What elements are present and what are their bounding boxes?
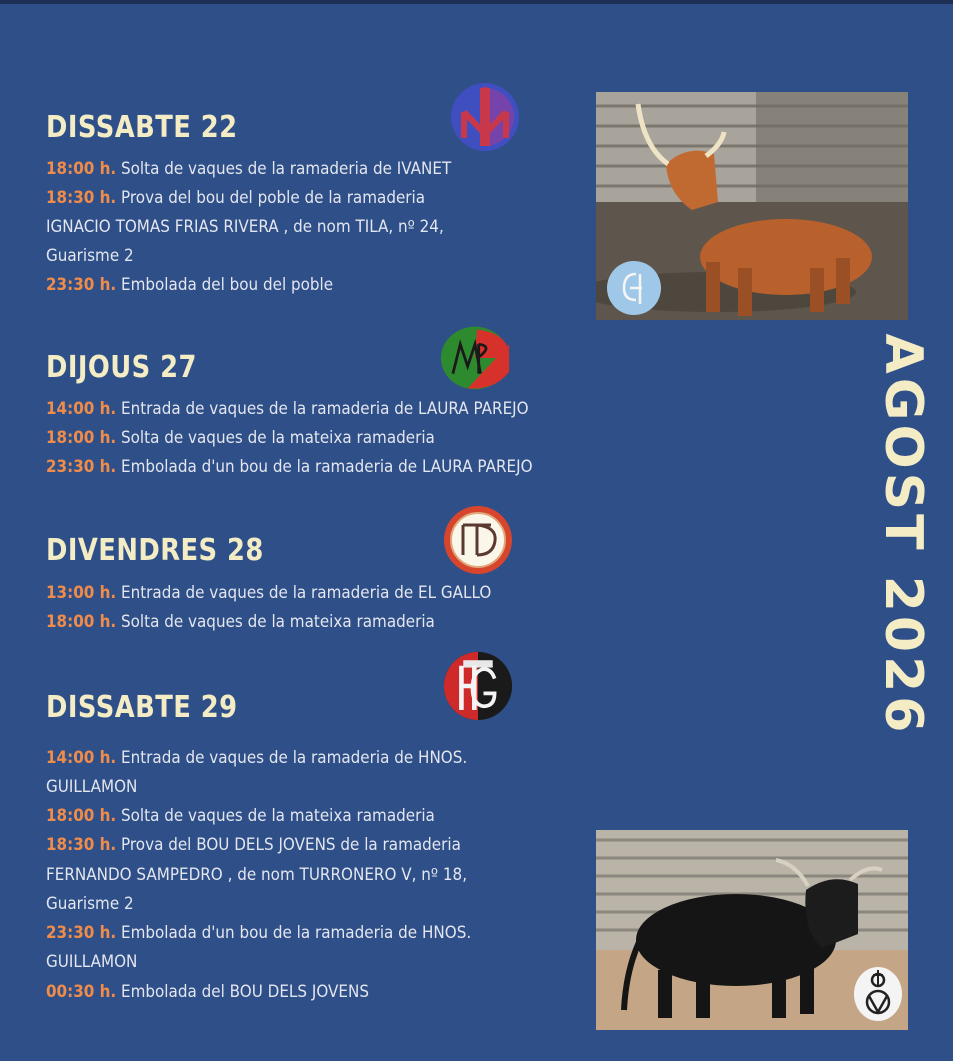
- day-title-dissabte-22: DISSABTE 22: [46, 110, 238, 145]
- month-year-banner: [868, 333, 938, 737]
- schedule-line: [46, 212, 444, 241]
- time-label: 18:30 h.: [46, 835, 117, 854]
- schedule-line: [46, 772, 137, 801]
- time-label: 23:30 h.: [46, 457, 117, 476]
- top-band: [0, 0, 953, 4]
- event-text: Guarisme 2: [46, 246, 134, 265]
- event-text: Solta de vaques de la ramaderia de IVANET: [116, 159, 452, 178]
- time-label: 13:00 h.: [46, 583, 117, 602]
- time-label: 14:00 h.: [46, 748, 117, 767]
- schedule-line: [46, 394, 529, 423]
- schedule-line: [46, 270, 333, 299]
- schedule-line: [46, 918, 471, 947]
- event-text: IGNACIO TOMAS FRIAS RIVERA , de nom TILA, nº 24,: [46, 217, 444, 236]
- schedule-line: [46, 830, 461, 859]
- day-title-dijous-27: DIJOUS 27: [46, 350, 197, 385]
- event-text: GUILLAMON: [46, 952, 138, 971]
- schedule-line: [46, 423, 435, 452]
- time-label: 14:00 h.: [46, 399, 117, 418]
- schedule-line: [46, 607, 435, 636]
- time-label: 18:00 h.: [46, 806, 117, 825]
- event-text: Prova del bou del poble de la ramaderia: [116, 188, 426, 207]
- event-text: Prova del BOU DELS JOVENS de la ramaderia: [116, 835, 461, 854]
- event-text: Solta de vaques de la mateixa ramaderia: [116, 612, 435, 631]
- event-text: Solta de vaques de la mateixa ramaderia: [116, 428, 435, 447]
- event-text: Embolada del BOU DELS JOVENS: [116, 982, 369, 1001]
- ranch-brand-icon: [853, 966, 903, 1022]
- schedule-line: [46, 977, 369, 1006]
- event-text: Solta de vaques de la mateixa ramaderia: [116, 806, 435, 825]
- time-label: 18:00 h.: [46, 428, 117, 447]
- schedule-line: [46, 578, 491, 607]
- event-text: Entrada de vaques de la ramaderia de LAURA PAREJO: [116, 399, 529, 418]
- event-text: Entrada de vaques de la ramaderia de HNOS.: [116, 748, 468, 767]
- schedule-line: [46, 452, 533, 481]
- event-text: Embolada del bou del poble: [116, 275, 334, 294]
- event-text: Embolada d'un bou de la ramaderia de LAURA PAREJO: [116, 457, 533, 476]
- schedule-line: [46, 743, 467, 772]
- ivanet-ranch-logo: [450, 82, 520, 152]
- time-label: 18:00 h.: [46, 159, 117, 178]
- day-title-dissabte-29: DISSABTE 29: [46, 690, 238, 725]
- schedule-line: [46, 947, 137, 976]
- event-text: GUILLAMON: [46, 777, 138, 796]
- black-bull-photo: [596, 830, 908, 1030]
- time-label: 23:30 h.: [46, 923, 117, 942]
- gf-brand-icon: [606, 260, 662, 316]
- el-gallo-ranch-logo: [443, 505, 513, 575]
- schedule-line: [46, 889, 134, 918]
- side-title: AGOST 2026: [873, 333, 933, 737]
- time-label: 18:30 h.: [46, 188, 117, 207]
- schedule-line: [46, 241, 134, 270]
- schedule-line: [46, 154, 451, 183]
- hnos-guillamon-ranch-logo: [443, 651, 513, 721]
- day-title-divendres-28: DIVENDRES 28: [46, 533, 264, 568]
- schedule-line: [46, 183, 425, 212]
- event-text: Embolada d'un bou de la ramaderia de HNOS.: [116, 923, 472, 942]
- event-text: Entrada de vaques de la ramaderia de EL GALLO: [116, 583, 492, 602]
- time-label: 18:00 h.: [46, 612, 117, 631]
- time-label: 00:30 h.: [46, 982, 117, 1001]
- schedule-line: [46, 860, 467, 889]
- red-bull-photo: [596, 92, 908, 320]
- event-text: FERNANDO SAMPEDRO , de nom TURRONERO V, nº 18,: [46, 865, 468, 884]
- laura-parejo-ranch-logo: [440, 323, 510, 393]
- time-label: 23:30 h.: [46, 275, 117, 294]
- schedule-line: [46, 801, 435, 830]
- event-text: Guarisme 2: [46, 894, 134, 913]
